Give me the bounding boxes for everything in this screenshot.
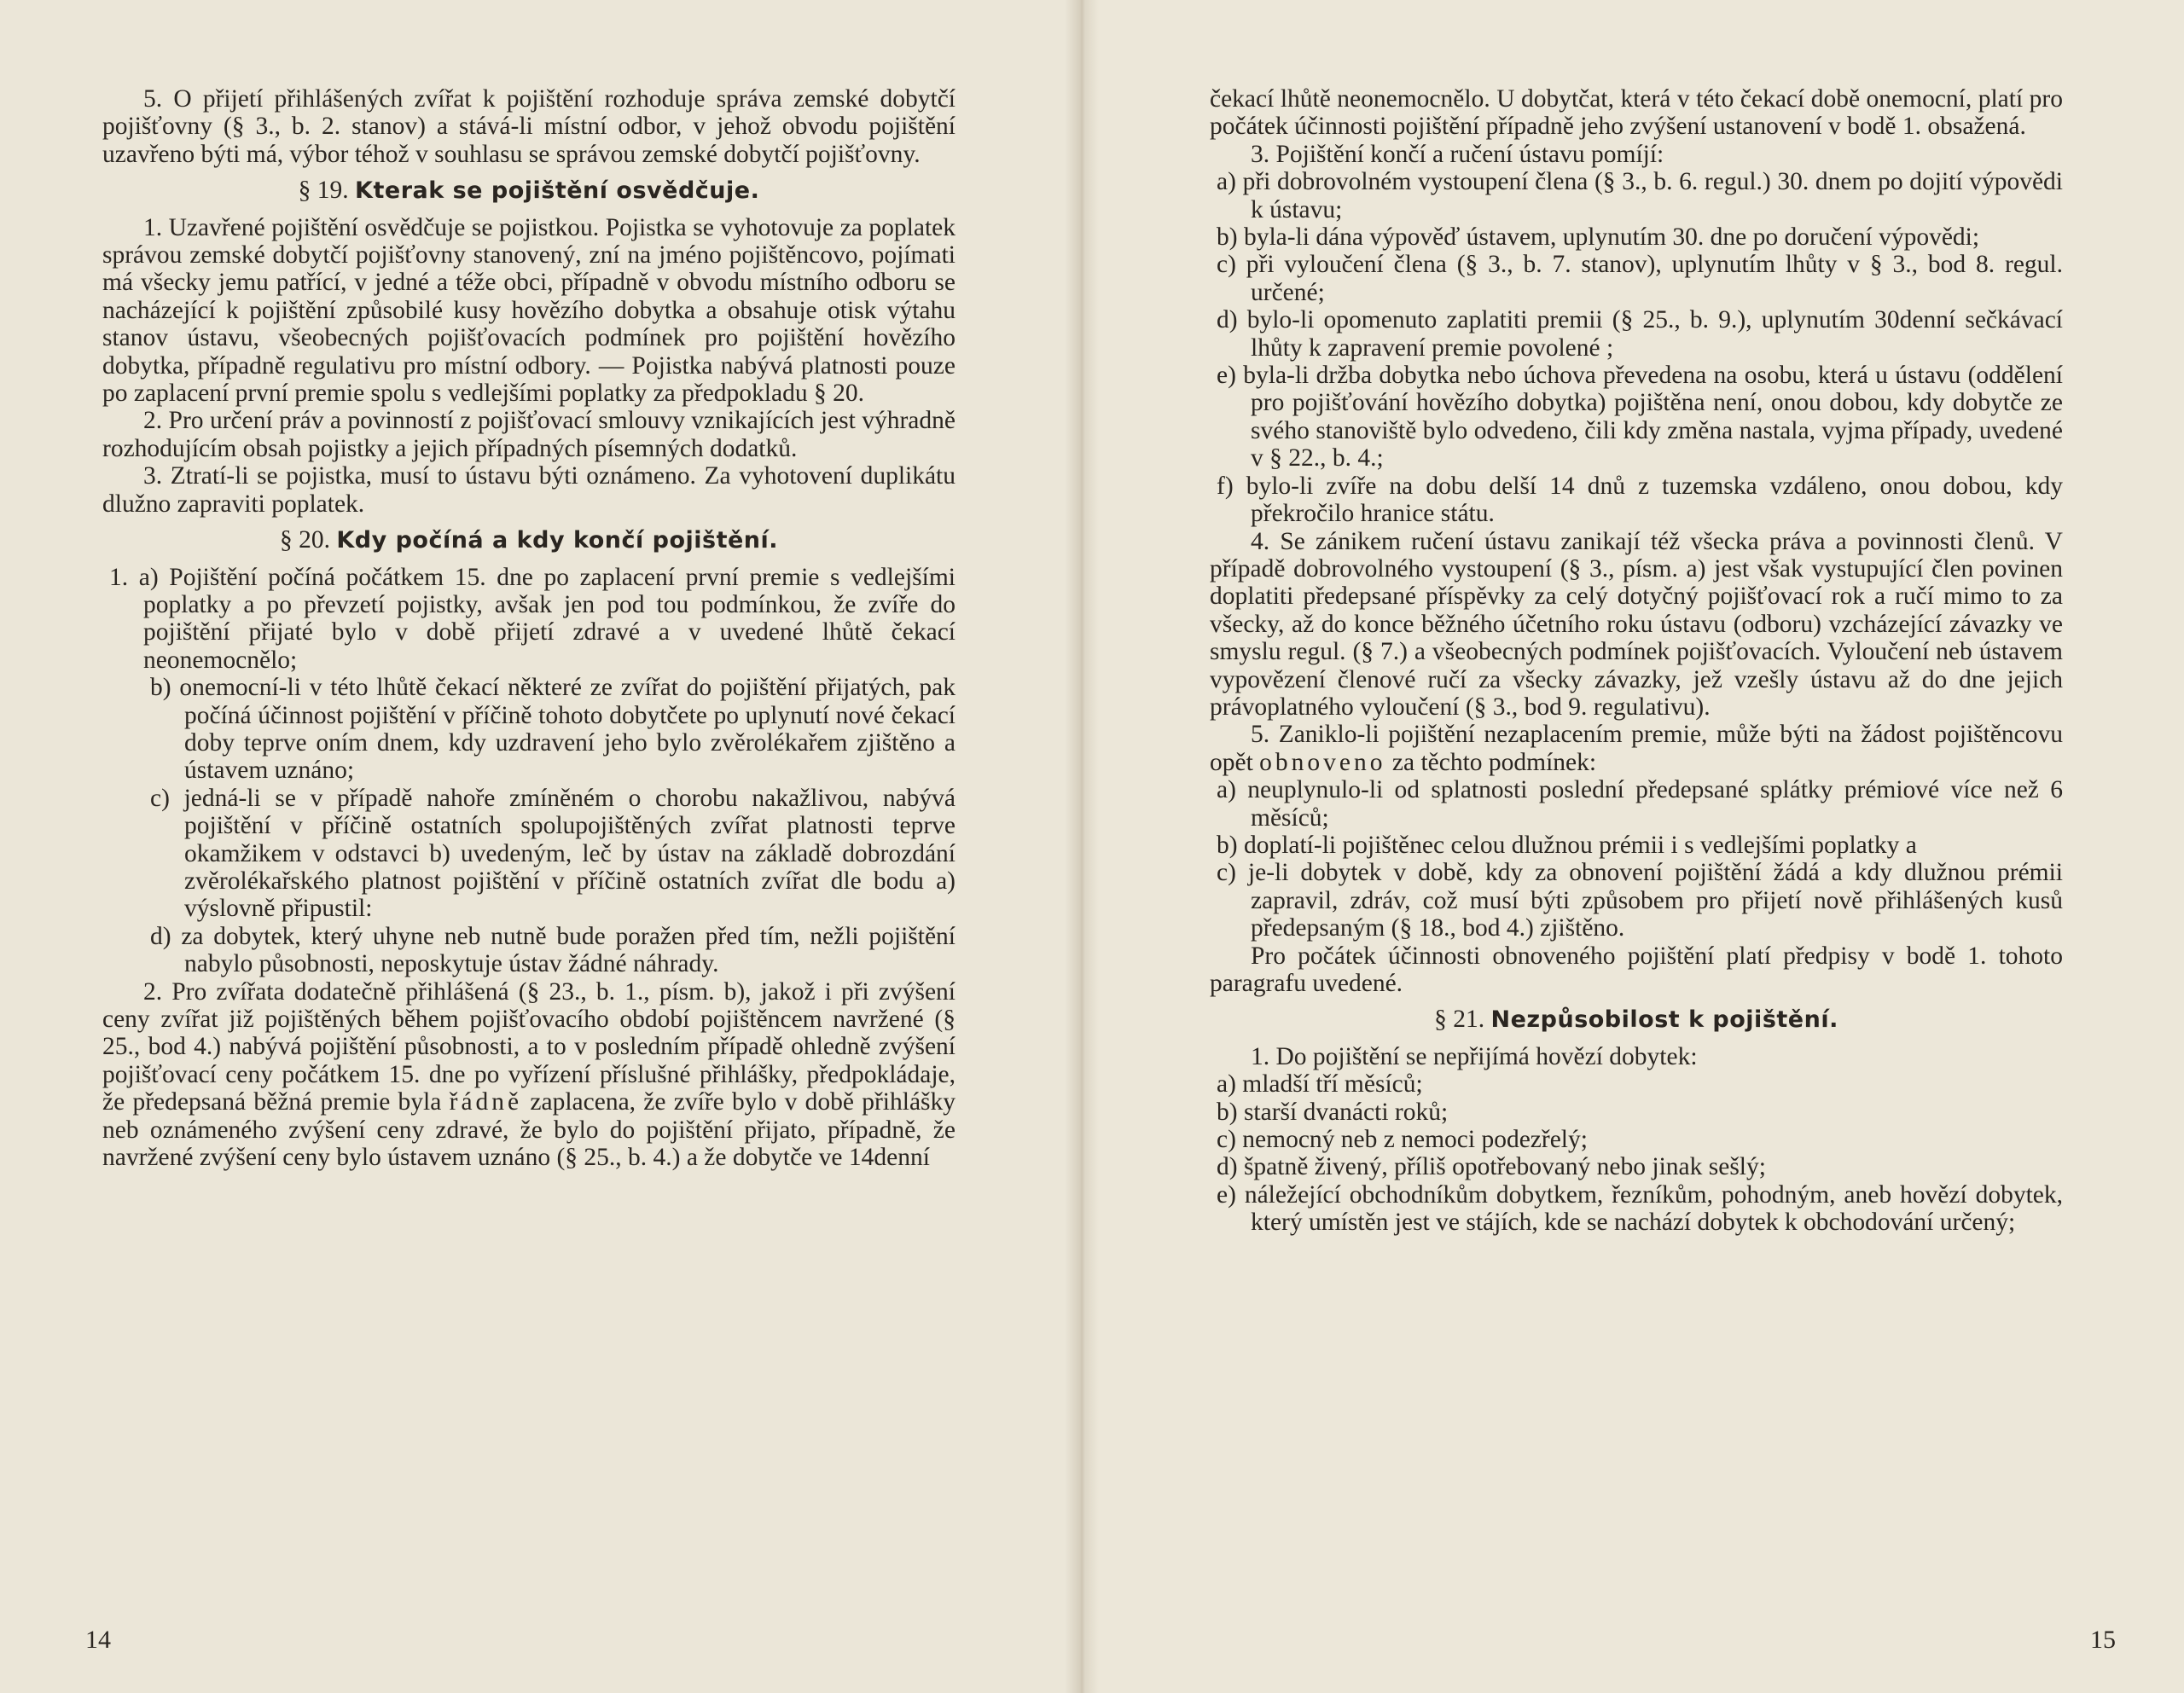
list-item: d) bylo-li opomenuto zaplatiti premii (§ 25., b. 9.), uplynutím 30denní sečkávací lhůty k zapravení premie povolené ; <box>1217 306 2063 362</box>
list-item: a) při dobrovolném vystoupení člena (§ 3., b. 6. regul.) 30. dnem po dojití výpovědi k ústavu; <box>1217 168 2063 223</box>
paragraph <box>102 978 956 1172</box>
list-item: c) nemocný neb z nemoci podezřelý; <box>1217 1126 1588 1154</box>
list-item: d) špatně živený, příliš opotřebovaný nebo jinak sešlý; <box>1217 1153 1766 1181</box>
paragraph: 4. Se zánikem ručení ústavu zanikají též všecka práva a povinnosti členů. V případě dobrovolného vystoupení (§ 3., písm. a) jest však vystupující člen povinen doplatiti předepsané příspěvky za celý dotyčný pojišťovací rok a ručí mimo to za všecky, až do konce běžného účetního roku ústavu (odboru) vzcházející závazky ve smyslu regul. (§ 7.) a všeobecných podmínek pojišťovacích. Vyloučení neb ústavem vypovězení členové ručí za všecky závazky, jež vzešly ústavu až do dne jejich právoplatného vyloučení (§ 3., bod 9. regulativu). <box>1210 527 2063 721</box>
text-run: za těchto podmínek: <box>1391 748 1597 776</box>
list-item: e) náležející obchodníkům dobytkem, řezníkům, pohodným, aneb hovězí dobytek, který umístěn jest ve stájích, kde se nachází dobytek k obchodování určený; <box>1217 1180 2063 1237</box>
page-number: 15 <box>2090 1626 2116 1654</box>
list-item: f) bylo-li zvíře na dobu delší 14 dnů z tuzemska vzdáleno, onou dobou, kdy překročilo hranice státu. <box>1217 472 2063 528</box>
paragraph: čekací lhůtě neonemocnělo. U dobytčat, která v této čekací době onemocní, platí pro počátek účinnosti pojištění případně jeho zvýšení ustanovení v bodě 1. obsažená. <box>1210 85 2063 141</box>
list-item: b) byla-li dána výpověď ústavem, uplynutím 30. dne po doručení výpovědi; <box>1217 223 1980 252</box>
left-page <box>0 0 1082 1693</box>
paragraph: 3. Ztratí-li se pojistka, musí to ústavu býti oznámeno. Za vyhotovení duplikátu dlužno zapraviti poplatek. <box>102 462 956 518</box>
section-heading-21 <box>1210 1006 2063 1034</box>
section-number: § 21. <box>1434 1006 1485 1034</box>
section-heading-19 <box>102 177 956 205</box>
section-title: Kdy počíná a kdy končí pojištění. <box>336 527 779 554</box>
list-item: d) za dobytek, který uhyne neb nutně bude poražen před tím, nežli pojištění nabylo působnosti, neposkytuje ústav žádné náhrady. <box>150 922 956 978</box>
paragraph: 1. Do pojištění se nepřijímá hovězí dobytek: <box>1251 1042 1698 1070</box>
paragraph: 5. O přijetí přihlášených zvířat k pojištění rozhoduje správa zemské dobytčí pojišťovny (§ 3., b. 2. stanov) a stává-li místní odbor, v jehož obvodu pojištění uzavřeno býti má, výbor téhož v souhlasu se správou zemské dobytčí pojišťovny. <box>102 85 956 168</box>
paragraph: Pro počátek účinnosti obnoveného pojištění platí předpisy v bodě 1. tohoto paragrafu uvedené. <box>1210 942 2063 997</box>
right-page-text <box>1210 85 2063 1237</box>
list-item: c) je-li dobytek v době, kdy za obnovení pojištění žádá a kdy dlužnou prémii zapravil, zdráv, což musí býti způsobem pro přijetí nově přihlášených kusů předepsaným (§ 18., bod 4.) zjištěno. <box>1217 859 2063 942</box>
list-item: c) při vyloučení člena (§ 3., b. 7. stanov), uplynutím lhůty v § 3., bod 8. regul. určené; <box>1217 251 2063 306</box>
section-number: § 20. <box>279 526 330 554</box>
section-title: Kterak se pojištění osvědčuje. <box>355 177 760 205</box>
right-page <box>1082 0 2184 1693</box>
page-number: 14 <box>85 1626 111 1654</box>
paragraph: 2. Pro určení práv a povinností z pojišťovací smlouvy vznikajících jest výhradně rozhodujícím obsah pojistky a jejich případných písemných dodatků. <box>102 407 956 462</box>
section-heading-20 <box>102 526 956 554</box>
section-title: Nezpůsobilost k pojištění. <box>1490 1006 1838 1034</box>
spaced-word: obnoveno <box>1259 748 1386 776</box>
paragraph <box>1210 721 2063 776</box>
text-run: zaplacena, že zvíře bylo v době přihlášky neb oznámeného zvýšení ceny zdravé, že bylo do pojištění přijato, případně, že navržené zvýšení ceny bylo ústavem uznáno (§ 25., b. 4.) a že dobytče ve 14denní <box>102 1088 956 1172</box>
list-item: b) starší dvanácti roků; <box>1217 1098 1449 1126</box>
list-item: e) byla-li držba dobytka nebo úchova převedena na osobu, která u ústavu (oddělení pro pojišťování hovězího dobytka) pojištěna není, onou dobou, kdy dobytče ze svého stanoviště bylo odvedeno, čili kdy změna nastala, vyjma případy, uvedené v § 22., b. 4.; <box>1217 362 2063 473</box>
text-run: 2. Pro zvířata dodatečně přihlášená (§ 23., b. 1., písm. b), jakož i při zvýšení ceny zvířat již pojištěných během pojišťovacího období pojištěncem navržené (§ 25., bod 4.) nabývá pojištění působnosti, a to v posledním případě ohledně zvýšení pojišťovací ceny počátkem 15. dne po vyřízení příslušné přihlášky, předpokládaje, že předepsaná běžná premie byla <box>102 977 956 1116</box>
list-item: c) jedná-li se v případě nahoře zmíněném o chorobu nakažlivou, nabývá pojištění v příčině ostatních spolupojištěných zvířat platnosti teprve okamžikem v odstavci b) uvedeným, leč by ústav na základě dobrozdání zvěrolékařského platnost pojištění v příčině ostatních zvířat dle bodu a) výslovně připustil: <box>150 784 956 923</box>
section-number: § 19. <box>298 177 349 205</box>
list-item: a) mladší tří měsíců; <box>1217 1070 1423 1099</box>
list-item: b) doplatí-li pojištěnec celou dlužnou prémii i s vedlejšími poplatky a <box>1217 831 1917 859</box>
list-item: 1. a) Pojištění počíná počátkem 15. dne po zaplacení první premie s vedlejšími poplatky a po převzetí pojistky, avšak jen pod tou podmínkou, že zvíře do pojištění přijaté bylo v době přijetí zdravé a v uvedené lhůtě čekací neonemocnělo; <box>109 563 956 674</box>
text-run: 5. Zaniklo-li pojištění nezaplacením premie, může býti na žádost pojištěncovu opět <box>1210 721 2063 776</box>
spaced-word: řádně <box>449 1088 523 1116</box>
left-page-text <box>102 85 956 1171</box>
list-item: b) onemocní-li v této lhůtě čekací některé ze zvířat do pojištění přijatých, pak počíná účinnost pojištění v příčině tohoto dobytčete po uplynutí nové čekací doby teprve oním dnem, kdy uzdravení jeho bylo zvěrolékařem zjištěno a ústavem uznáno; <box>150 674 956 785</box>
paragraph: 1. Uzavřené pojištění osvědčuje se pojistkou. Pojistka se vyhotovuje za poplatek správou zemské dobytčí pojišťovny stanovený, zní na jméno pojištěncovo, pojímati má všecky jemu patřící, v jedné a téže obci, případně v obvodu místního odboru se nacházející k pojištění způsobilé kusy hovězího dobytka a obsahuje otisk výtahu stanov ústavu, všeobecných pojišťovacích podmínek pro pojištění hovězího dobytka, případně regulativu pro místní odbory. — Pojistka nabývá platnosti pouze po zaplacení první premie spolu s vedlejšími poplatky za předpokladu § 20. <box>102 213 956 408</box>
book-gutter <box>1065 0 1099 1693</box>
paragraph: 3. Pojištění končí a ručení ústavu pomíjí: <box>1251 140 1664 168</box>
list-item: a) neuplynulo-li od splatnosti poslední předepsané splátky prémiové více než 6 měsíců; <box>1217 776 2063 832</box>
